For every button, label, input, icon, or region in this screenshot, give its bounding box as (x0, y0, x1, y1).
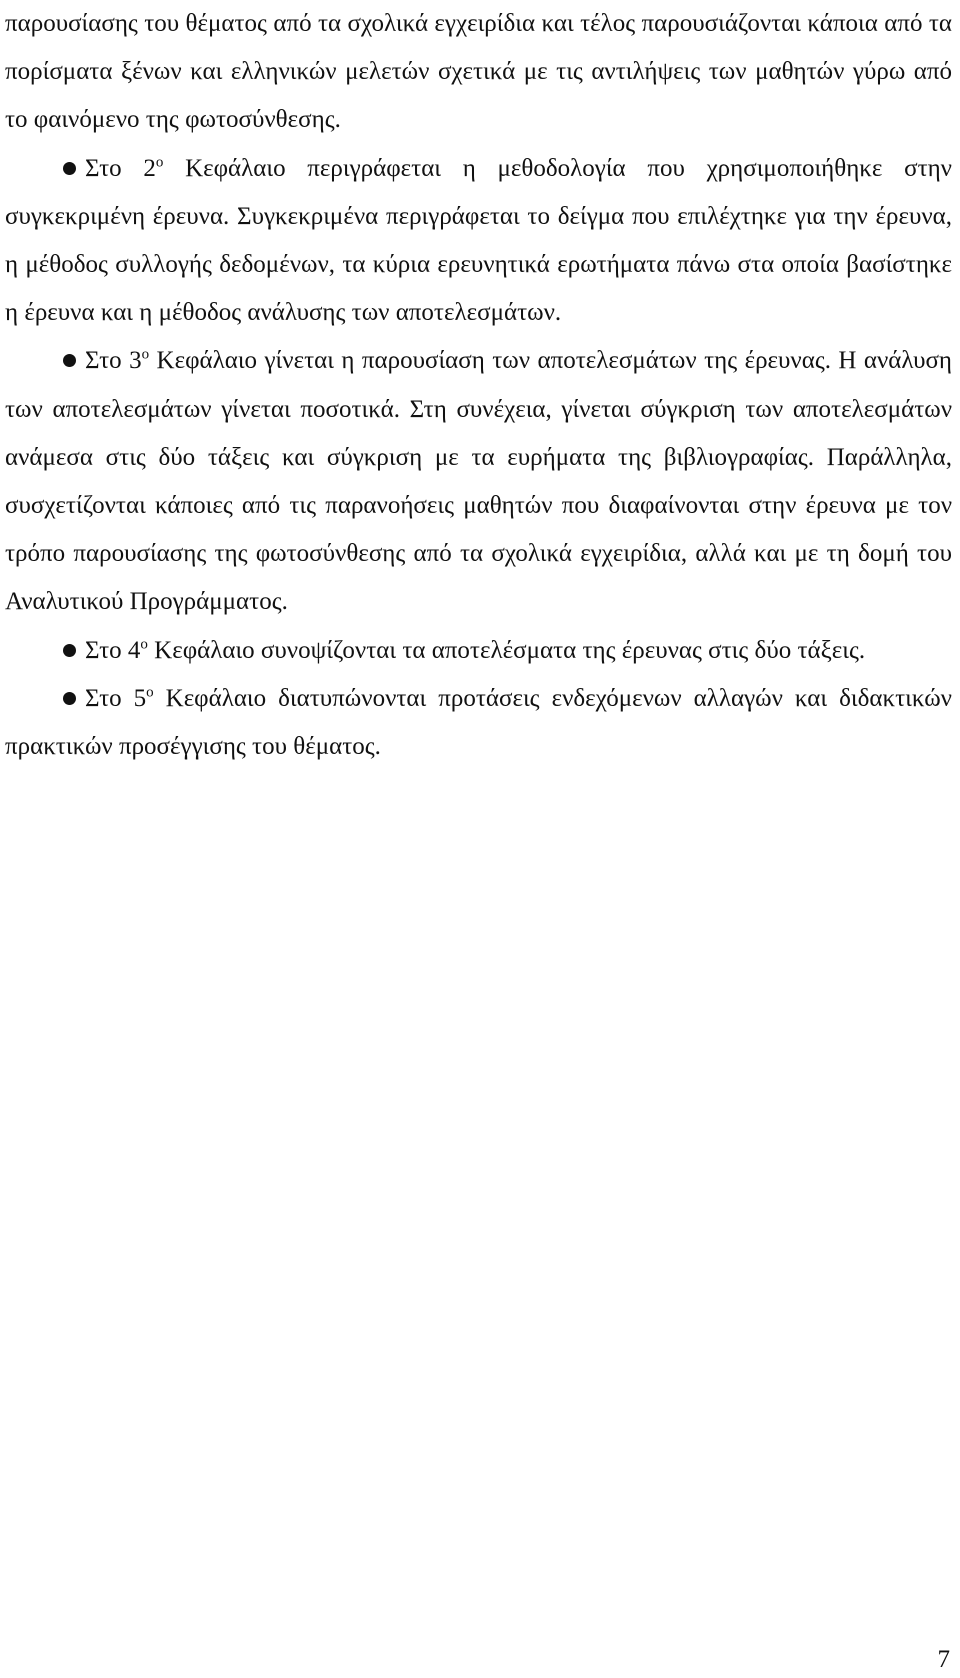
bullet-lead: Στο 3 (85, 347, 142, 375)
bullet-lead: Στο 5 (85, 684, 147, 712)
bullet-lead: Στο 2 (85, 154, 156, 182)
ordinal-superscript: ο (141, 347, 150, 364)
bullet-text: Κεφάλαιο περιγράφεται η μεθοδολογία που χρησιμοποιήθηκε στην συγκεκριμένη έρευνα. Συγκεκριμένα περιγράφεται το δείγμα που επιλέχτηκε για την έρευνα, η μέθοδος συλλογής δεδομένων, τα κύρια ερευνητικά ερωτήματα πάνω στα οποία βασίστηκε η έρευνα και η μέθοδος ανάλυσης των αποτελεσμάτων. (5, 154, 952, 327)
bullet-lead: Στο 4 (85, 636, 141, 664)
bullet-paragraph-chapter-4 (5, 627, 952, 675)
bullet-paragraph-chapter-5 (5, 675, 952, 771)
intro-paragraph: παρουσίασης του θέματος από τα σχολικά εγχειρίδια και τέλος παρουσιάζονται κάποια από τα πορίσματα ξένων και ελληνικών μελετών σχετικά με τις αντιλήψεις των μαθητών γύρω από το φαινόμενο της φωτοσύνθεσης. (5, 10, 952, 134)
bullet-text: Κεφάλαιο συνοψίζονται τα αποτελέσματα της έρευνας στις δύο τάξεις. (147, 636, 866, 664)
ordinal-superscript: ο (146, 684, 154, 701)
ordinal-superscript: ο (140, 636, 148, 653)
bullet-text: Κεφάλαιο διατυπώνονται προτάσεις ενδεχόμενων αλλαγών και διδακτικών πρακτικών προσέγγισης του θέματος. (5, 684, 952, 761)
bullet-text: Κεφάλαιο γίνεται η παρουσίαση των αποτελεσμάτων της έρευνας. Η ανάλυση των αποτελεσμάτων γίνεται ποσοτικά. Στη συνέχεια, γίνεται σύγκριση των αποτελεσμάτων ανάμεσα στις δύο τάξεις και σύγκριση με τα ευρήματα της βιβλιογραφίας. Παράλληλα, συσχετίζονται κάποιες από τις παρανοήσεις μαθητών που διαφαίνονται στην έρευνα με τον τρόπο παρουσίασης της φωτοσύνθεσης από τα σχολικά εγχειρίδια, αλλά και με τη δομή του Αναλυτικού Προγράμματος. (5, 347, 952, 616)
bullet-paragraph-chapter-3 (5, 337, 952, 626)
bullet-paragraph-chapter-2 (5, 145, 952, 338)
body-text (5, 0, 952, 771)
ordinal-superscript: ο (155, 154, 164, 171)
page-number: 7 (937, 1646, 950, 1673)
